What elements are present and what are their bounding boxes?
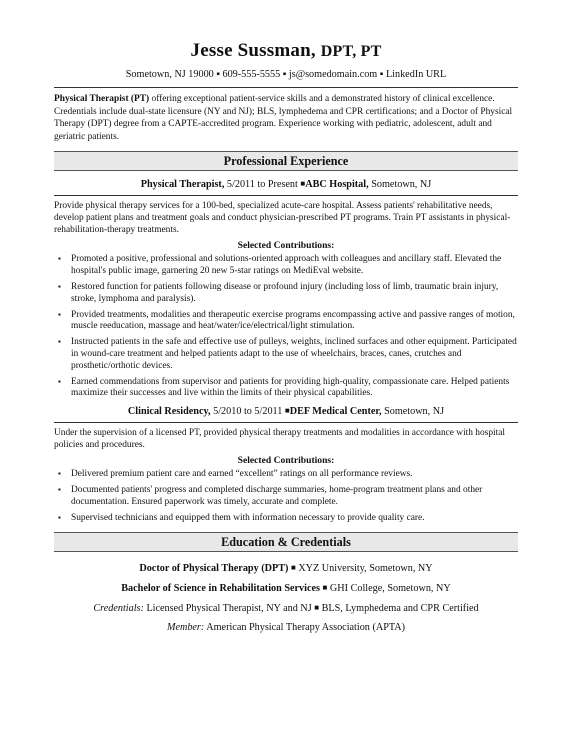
list-item [54,254,518,278]
summary-text: offering exceptional patient-service skills and a demonstrated history of clinical excellence. Credentials include dual-state licensure (NY and NJ); BLS, lymphedema and CPR certifications; and a Doctor of Physical Therapy (DPT) degree from a CAPTE-accredited program. Experience working with pediatric, adolescent, adult and geriatric patients. [54,94,513,142]
bullet-icon: ▪ [58,376,61,386]
job-header [54,404,518,418]
job-header [54,177,518,191]
list-item [54,310,518,334]
resume-page [54,40,518,634]
membership-line [54,621,518,634]
list-item-text: Documented patients' progress and completed discharge summaries, home-program treatment plans and other documentation. Ensured paperwork was timely, accurate and complete. [71,484,483,507]
list-item [54,513,518,525]
credentials-text-2: BLS, Lymphedema and CPR Certified [319,603,479,615]
contributions-label: Selected Contributions: [237,455,335,467]
job-divider [54,422,518,423]
job-description: Provide physical therapy services for a 100-bed, specialized acute-care hospital. Assess patients' rehabilitative needs, develop patient plans and treatment goals and conduct physician-prescribed PT programs. Train PT assistants in physical-rehabilitation-therapy treatments. [54,201,511,236]
bullet-icon: ▪ [58,337,61,347]
separator-square: ■ [314,603,320,613]
job-employer: DEF Medical Center, [289,406,382,418]
bullet-icon: ▪ [58,484,61,494]
degree-school: XYZ University, Sometown, NY [295,563,433,575]
degree-bachelor [54,581,518,595]
list-item-text: Provided treatments, modalities and therapeutic exercise programs encompassing active and passive ranges of motion, muscle reeducation, massage and heat/water/ice/electrical/light stimulation. [71,309,515,332]
job-dates: 5/2010 to 5/2011 [210,406,285,418]
contributions-list [54,254,518,400]
list-item-text: Promoted a positive, professional and solutions-oriented approach with colleagues and ancillary staff. Elevated the hospital's public image, garnering 20 new 5-star ratings on MediEval website. [71,254,502,277]
list-item [54,282,518,306]
job-location: Sometown, NJ [381,406,445,418]
bullet-icon: ▪ [58,469,61,479]
bullet-icon: ▪ [58,281,61,291]
separator-square: ■ [322,583,328,593]
degree-doctorate [54,561,518,575]
credentials-line [54,601,518,615]
job-title: Clinical Residency, [127,406,211,418]
contributions-list [54,469,518,524]
list-item-text: Delivered premium patient care and earned “excellent” ratings on all performance reviews. [71,469,413,480]
job-description: Under the supervision of a licensed PT, provided physical therapy treatments and modalities in accordance with hospital policies and procedures. [54,428,505,451]
credentials-text: Licensed Physical Therapist, NY and NJ [143,603,315,615]
member-text: American Physical Therapy Association (APTA) [204,622,406,634]
separator-square: ■ [290,563,296,573]
list-item [54,337,518,372]
section-heading-education: Education & Credentials [54,532,518,552]
header-divider [54,87,518,88]
list-item-text: Earned commendations from supervisor and patients for providing high-quality, compassionate care. Helped patients maximize their successes and live within the limits of their physical capabilities. [71,376,510,399]
job-title: Physical Therapist, [140,179,225,191]
degree-name: Bachelor of Science in Rehabilitation Services [121,583,320,595]
bullet-icon: ▪ [58,254,61,264]
list-item [54,469,518,481]
name-credentials: DPT, PT [320,43,382,60]
credentials-label: Credentials: [93,603,144,615]
summary-paragraph [54,93,518,143]
job-dates: 5/2011 to Present [224,179,301,191]
contributions-label: Selected Contributions: [237,240,335,252]
list-item-text: Supervised technicians and equipped them with information necessary to provide quality care. [71,512,425,523]
member-label: Member: [166,622,205,634]
candidate-name [54,40,518,63]
section-heading-experience: Professional Experience [54,151,518,171]
job-employer: ABC Hospital, [305,179,369,191]
summary-lead: Physical Therapist (PT) [54,94,150,104]
list-item [54,377,518,401]
name-text: Jesse Sussman, [190,40,316,61]
list-item [54,485,518,509]
list-item-text: Restored function for patients following disease or profound injury (including loss of limb, traumatic brain injury, stroke, lymphoma and paralysis). [71,281,499,304]
job-divider [54,195,518,196]
separator-square: ■ [300,179,306,189]
separator-square: ■ [284,406,290,416]
degree-name: Doctor of Physical Therapy (DPT) [139,563,289,575]
job-location: Sometown, NJ [368,179,432,191]
bullet-icon: ▪ [58,512,61,522]
contact-line: Sometown, NJ 19000 ▪ 609-555-5555 ▪ js@somedomain.com ▪ LinkedIn URL [125,69,447,80]
list-item-text: Instructed patients in the safe and effective use of pulleys, weights, inclined surfaces and other equipment. Participated in wound-care treatment and helped patients adapt to the use of wheelchairs, braces, canes, crutches and prosthetic/orthotic devices. [71,337,517,371]
degree-school: GHI College, Sometown, NY [327,583,451,595]
bullet-icon: ▪ [58,309,61,319]
